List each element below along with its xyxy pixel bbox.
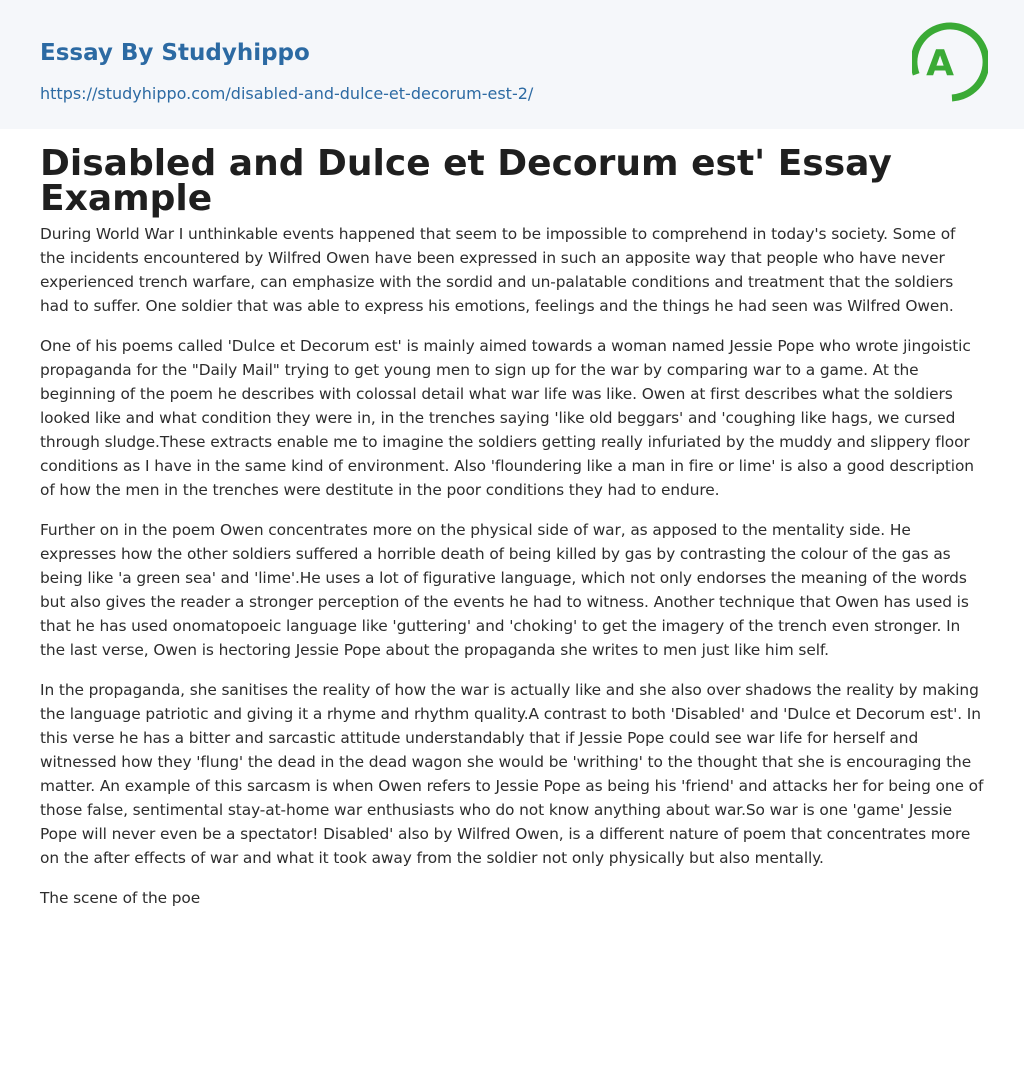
article-url-link[interactable]: https://studyhippo.com/disabled-and-dulce-et-decorum-est-2/ <box>40 84 534 103</box>
paragraph-5-truncated: The scene of the poe <box>40 889 201 907</box>
paragraph-1: During World War I unthinkable events happened that seem to be impossible to comprehend in today's society. Some of the incidents encountered by Wilfred Owen have been expressed in such an apposite way that people who have never experienced trench warfare, can emphasize with the sordid and un-palatable conditions and treatment that the soldiers had to suffer. One soldier that was able to express his emotions, feelings and the things he had seen was Wilfred Owen. <box>40 225 956 315</box>
logo-letter: A <box>926 43 954 84</box>
paragraph-2: One of his poems called 'Dulce et Decorum est' is mainly aimed towards a woman named Jessie Pope who wrote jingoistic propaganda for the "Daily Mail" trying to get young men to sign up for the war by comparing war to a game. At the beginning of the poem he describes with colossal detail what war life was like. Owen at first describes what the soldiers looked like and what condition they were in, in the trenches saying 'like old beggars' and 'coughing like hags, we cursed through sludge.These extracts enable me to imagine the soldiers getting really infuriated by the muddy and slippery floor conditions as I have in the same kind of environment. Also 'floundering like a man in fire or lime' is also a good description of how the men in the trenches were destitute in the poor conditions they had to endure. <box>40 337 974 499</box>
paragraph-4: In the propaganda, she sanitises the reality of how the war is actually like and she also over shadows the reality by making the language patriotic and giving it a rhyme and rhythm quality.A contrast to both 'Disabled' and 'Dulce et Decorum est'. In this verse he has a bitter and sarcastic attitude understandably that if Jessie Pope could see war life for herself and witnessed how they 'flung' the dead in the dead wagon she would be 'writhing' to the thought that she is encouraging the matter. An example of this sarcasm is when Owen refers to Jessie Pope as being his 'friend' and attacks her for being one of those false, sentimental stay-at-home war enthusiasts who do not know anything about war.So war is one 'game' Jessie Pope will never even be a spectator! Disabled' also by Wilfred Owen, is a different nature of poem that concentrates more on the after effects of war and what it took away from the soldier not only physically but also mentally. <box>40 681 984 867</box>
site-title[interactable]: Essay By Studyhippo <box>40 40 310 66</box>
studyhippo-logo-icon[interactable] <box>912 18 988 106</box>
article-body <box>40 143 984 926</box>
page-title: Disabled and Dulce et Decorum est' Essay Example <box>40 143 892 219</box>
paragraph-3: Further on in the poem Owen concentrates more on the physical side of war, as apposed to the mentality side. He expresses how the other soldiers suffered a horrible death of being killed by gas by contrasting the colour of the gas as being like 'a green sea' and 'lime'.He uses a lot of figurative language, which not only endorses the meaning of the words but also gives the reader a stronger perception of the events he had to witness. Another technique that Owen has used is that he has used onomatopoeic language like 'guttering' and 'choking' to get the imagery of the trench even stronger. In the last verse, Owen is hectoring Jessie Pope about the propaganda she writes to men just like him self. <box>40 521 969 659</box>
site-header <box>0 0 1024 129</box>
